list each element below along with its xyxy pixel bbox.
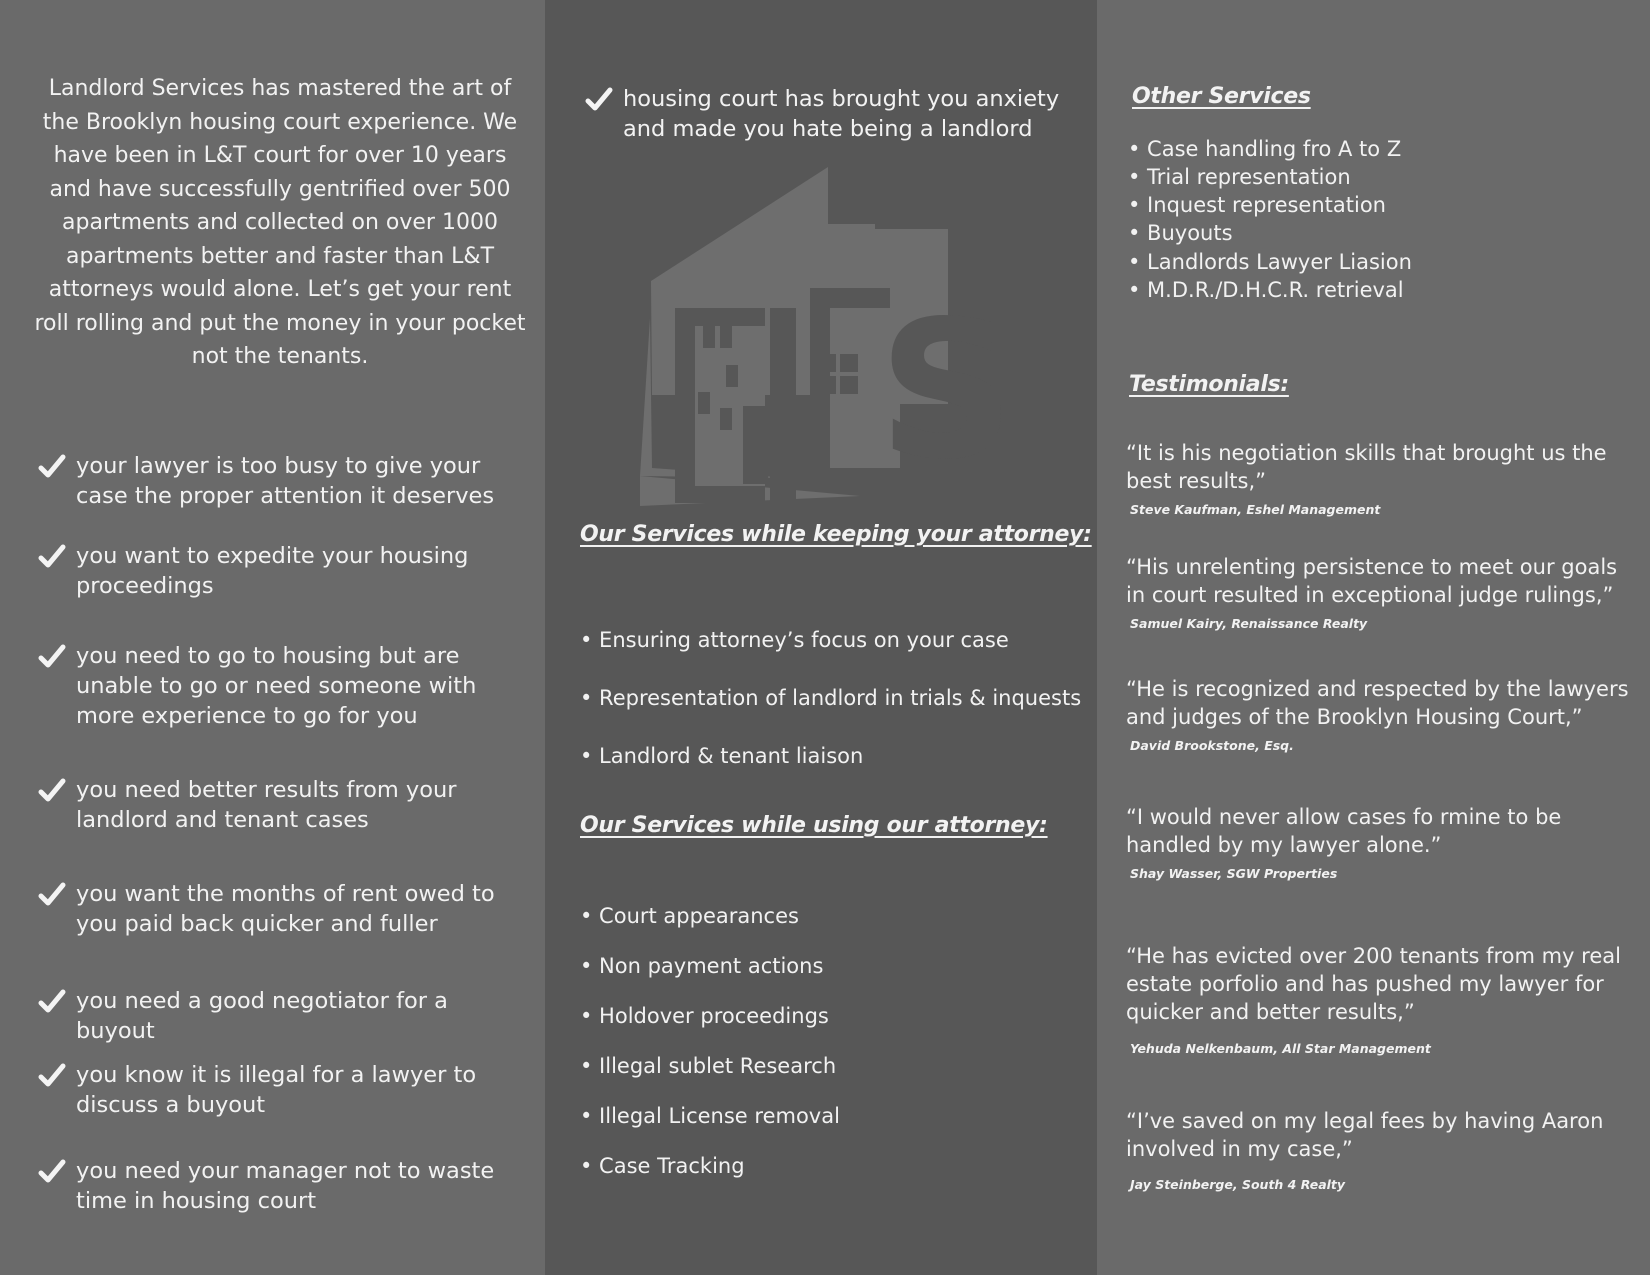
testimonial-quote: “I’ve saved on my legal fees by having Aaron involved in my case,”: [1126, 1109, 1604, 1161]
testimonial-quote: “It is his negotiation skills that brought us the best results,”: [1126, 441, 1607, 493]
checkmark-icon: [38, 777, 66, 805]
check-item-text: you want to expedite your housing proceedings: [76, 543, 469, 599]
service-item: • Landlord & tenant liaison: [580, 744, 864, 768]
other-service-item: • M.D.R./D.H.C.R. retrieval: [1128, 278, 1404, 302]
check-item: [585, 84, 1085, 144]
check-item: [38, 1060, 528, 1120]
middle-panel: [545, 0, 1097, 1275]
testimonial-author: Shay Wasser, SGW Properties: [1130, 866, 1338, 881]
other-service-item: • Trial representation: [1128, 165, 1351, 189]
section-title-using-attorney: Our Services while using our attorney:: [580, 813, 1048, 838]
check-item-text: you know it is illegal for a lawyer to discuss a buyout: [76, 1062, 477, 1118]
check-item-text: you need better results from your landlord and tenant cases: [76, 777, 457, 833]
svg-text:S: S: [878, 280, 1015, 501]
checkmark-icon: [38, 988, 66, 1016]
other-service-item: • Buyouts: [1128, 221, 1233, 245]
check-item: [38, 641, 528, 731]
service-item: • Case Tracking: [580, 1154, 745, 1178]
house-ls-logo-icon: [640, 168, 1015, 508]
check-item-text: your lawyer is too busy to give your case the proper attention it deserves: [76, 453, 495, 509]
section-title-testimonials: Testimonials:: [1129, 372, 1289, 397]
service-item: • Illegal License removal: [580, 1104, 840, 1128]
check-item-text: housing court has brought you anxiety and made you hate being a landlord: [623, 86, 1060, 142]
section-title-other-services: Other Services: [1132, 84, 1311, 109]
checkmark-icon: [38, 643, 66, 671]
testimonial-author: Jay Steinberge, South 4 Realty: [1130, 1177, 1346, 1192]
service-item: • Holdover proceedings: [580, 1004, 829, 1028]
check-item: [38, 451, 528, 511]
check-item: [38, 775, 528, 835]
testimonial-quote: “I would never allow cases fo rmine to be handled by my lawyer alone.”: [1126, 805, 1562, 857]
checkmark-icon: [38, 1158, 66, 1186]
check-item: [38, 879, 528, 939]
testimonial-quote: “He has evicted over 200 tenants from my real estate porfolio and has pushed my lawyer for quicker and better results,”: [1126, 944, 1621, 1024]
check-item: [38, 1156, 528, 1216]
checkmark-icon: [38, 881, 66, 909]
check-item-text: you need your manager not to waste time in housing court: [76, 1158, 495, 1214]
checkmark-icon: [38, 453, 66, 481]
intro-paragraph: Landlord Services has mastered the art of the Brooklyn housing court experience. We have been in L&T court for over 10 years and have successfully gentrified over 500 apartments and collected on over 1000 apartments better and faster than L&T attorneys would alone. Let’s get your rent roll rolling and put the money in your pocket not the tenants.: [34, 76, 526, 369]
other-service-item: • Landlords Lawyer Liasion: [1128, 250, 1412, 274]
testimonial-author: Samuel Kairy, Renaissance Realty: [1130, 616, 1368, 631]
service-item: • Ensuring attorney’s focus on your case: [580, 628, 1009, 652]
check-item-text: you need a good negotiator for a buyout: [76, 988, 448, 1044]
checkmark-icon: [38, 1062, 66, 1090]
service-item: • Representation of landlord in trials & inquests: [580, 686, 1082, 710]
check-item: [38, 986, 528, 1046]
testimonial-quote: “His unrelenting persistence to meet our goals in court resulted in exceptional judge rulings,”: [1126, 555, 1618, 607]
left-panel: [0, 0, 545, 1275]
section-title-keeping-attorney: Our Services while keeping your attorney:: [580, 522, 1092, 547]
check-item: [38, 541, 528, 601]
other-service-item: • Case handling fro A to Z: [1128, 137, 1402, 161]
testimonial-author: Steve Kaufman, Eshel Management: [1130, 502, 1381, 517]
service-item: • Illegal sublet Research: [580, 1054, 837, 1078]
checkmark-icon: [38, 543, 66, 571]
checkmark-icon: [585, 86, 613, 114]
other-service-item: • Inquest representation: [1128, 193, 1386, 217]
check-item-text: you want the months of rent owed to you paid back quicker and fuller: [76, 881, 495, 937]
testimonial-author: Yehuda Nelkenbaum, All Star Management: [1130, 1041, 1431, 1056]
service-item: • Non payment actions: [580, 954, 824, 978]
check-item-text: you need to go to housing but are unable to go or need someone with more experience to go for you: [76, 643, 477, 729]
testimonial-quote: “He is recognized and respected by the lawyers and judges of the Brooklyn Housing Court,”: [1126, 677, 1629, 729]
testimonial-author: David Brookstone, Esq.: [1130, 738, 1294, 753]
service-item: • Court appearances: [580, 904, 799, 928]
